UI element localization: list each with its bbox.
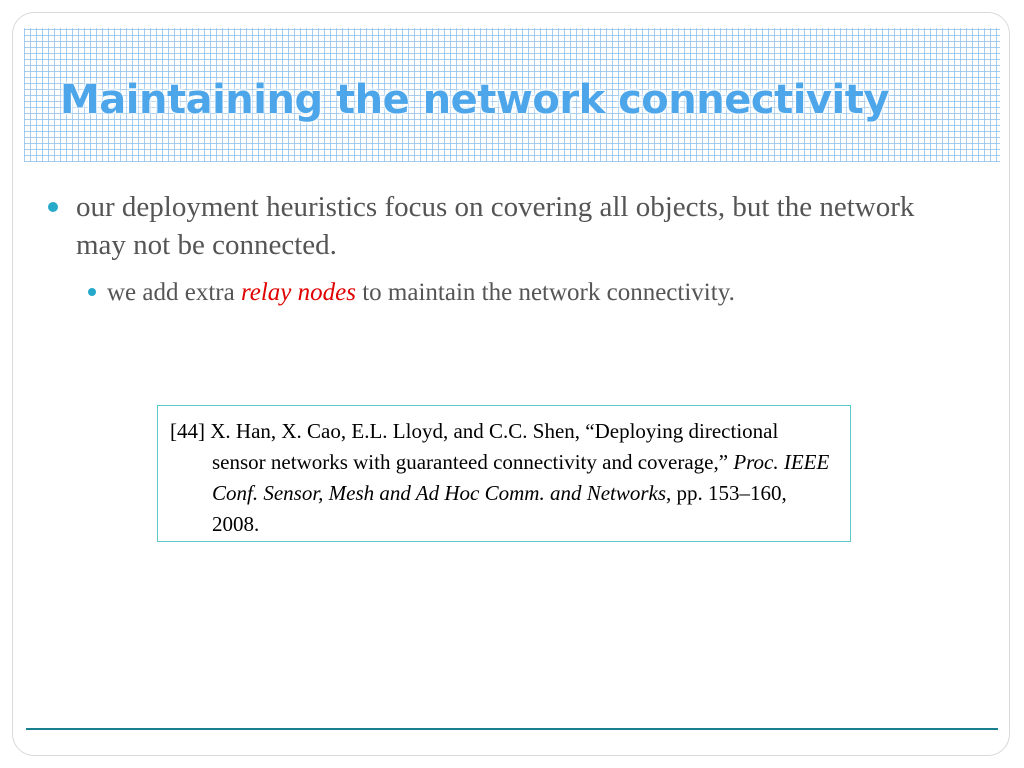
bullet-level2-text-after: to maintain the network connectivity.	[355, 279, 735, 306]
reference-authors-title: [44] X. Han, X. Cao, E.L. Lloyd, and C.C. Shen, “Deploying directional sensor networks with guaranteed connectivity and coverage,”	[170, 419, 779, 474]
bullet-level1	[48, 188, 968, 264]
reference-venue: Proc. IEEE Conf. Sensor, Mesh and Ad Hoc Comm. and Networks	[212, 450, 830, 505]
reference-box	[157, 405, 851, 542]
bullet-level1-text: our deployment heuristics focus on covering all objects, but the network may not be connected.	[76, 191, 915, 261]
bullet-list	[48, 188, 968, 310]
reference-citation	[170, 416, 836, 540]
reference-pages-year: , pp. 153–160, 2008.	[212, 481, 787, 536]
bullet-dot-icon	[88, 288, 96, 296]
relay-nodes-emphasis: relay nodes	[240, 279, 356, 306]
bullet-level2-text-before: we add extra	[107, 279, 241, 306]
slide-title: Maintaining the network connectivity	[60, 77, 889, 123]
bullet-dot-icon	[48, 202, 58, 212]
bullet-level2	[88, 276, 968, 310]
footer-divider	[26, 728, 998, 730]
